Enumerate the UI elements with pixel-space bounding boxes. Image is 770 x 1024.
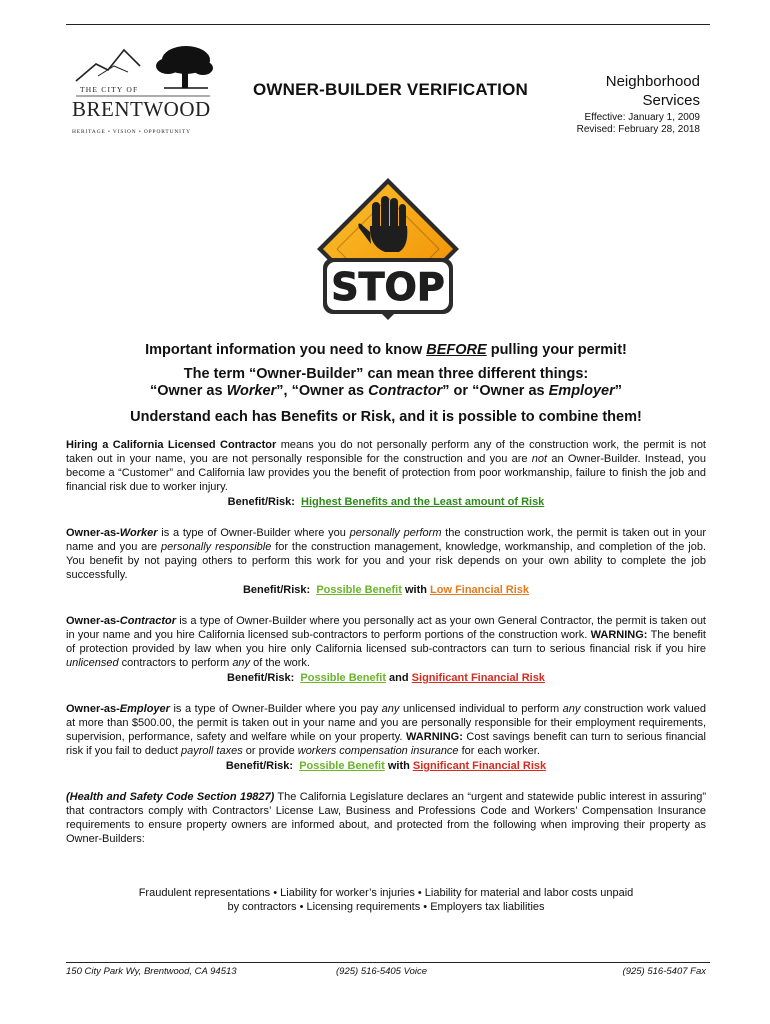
footer-fax: (925) 516-5407 Fax bbox=[622, 966, 706, 977]
benefit-risk-worker: Benefit/Risk: Possible Benefit with Low Financial Risk bbox=[242, 584, 530, 596]
svg-text:STOP: STOP bbox=[331, 265, 445, 309]
section-owner-as-contractor: Owner-as-Contractor is a type of Owner-Builder where you personally act as your own General Contractor, the permit is taken out in your name and you hire California licensed sub-contractors to perform portions of the construction work. WARNING: The benefit of protection provided by law when you hire only California licensed sub-contractors can turn to serious financial risk if you hire unlicensed contractors to perform any of the work. bbox=[66, 615, 706, 669]
benefit-risk-contractor: Benefit/Risk: Highest Benefits and the Least amount of Risk bbox=[227, 496, 545, 508]
svg-text:HERITAGE • VISION • OPPORTUNIT: HERITAGE • VISION • OPPORTUNITY bbox=[72, 129, 191, 135]
department-name bbox=[606, 72, 700, 110]
stop-sign-graphic bbox=[313, 174, 463, 334]
document-title: OWNER-BUILDER VERIFICATION bbox=[253, 80, 528, 99]
heading-important-info: Important information you need to know BEFORE pulling your permit! bbox=[145, 342, 627, 358]
stop-sign-icon bbox=[313, 174, 463, 334]
top-rule bbox=[66, 24, 710, 25]
footer-rule bbox=[66, 962, 710, 963]
benefit-risk-owner-contractor: Benefit/Risk: Possible Benefit and Significant Financial Risk bbox=[227, 672, 545, 684]
document-dates bbox=[577, 112, 700, 136]
benefit-risk-employer: Benefit/Risk: Possible Benefit with Significant Financial Risk bbox=[225, 760, 547, 772]
heading-understand: Understand each has Benefits or Risk, and it is possible to combine them! bbox=[130, 409, 642, 425]
liabilities-list bbox=[66, 886, 706, 914]
revised-date: Revised: February 28, 2018 bbox=[576, 124, 700, 135]
heading-term-meaning: The term “Owner-Builder” can mean three different things: bbox=[183, 366, 589, 382]
department-line-2: Services bbox=[642, 92, 700, 109]
city-logo-mark bbox=[68, 36, 218, 136]
liabilities-line-1: Fraudulent representations • Liability for worker’s injuries • Liability for material and labor costs unpaid bbox=[138, 887, 634, 899]
section-owner-as-employer: Owner-as-Employer is a type of Owner-Builder where you pay any unlicensed individual to perform any construction work valued at more than $500.00, the permit is taken out in your name and you are personally responsible for their employment requirements, supervision, performance, safety and welfare while on your property. WARNING: Cost savings benefit can turn to serious financial risk if you fail to deduct payroll taxes or provide workers compensation insurance for each worker. bbox=[66, 703, 707, 757]
footer-voice-phone: (925) 516-5405 Voice bbox=[336, 966, 428, 977]
svg-text:BRENTWOOD: BRENTWOOD bbox=[72, 97, 211, 121]
department-line-1: Neighborhood bbox=[605, 73, 700, 90]
intro-headings bbox=[66, 342, 706, 425]
section-licensed-contractor: Hiring a California Licensed Contractor means you do not personally perform any of the construction work, the permit is not taken out in your name, you are not personally responsible for the construction and you are not an Owner-Builder. Instead, you become a “Customer” and California law provides you the benefit of protection from poor workmanship, failure to finish the job and financial risk due to worker injury. bbox=[66, 439, 706, 493]
section-health-safety-code: (Health and Safety Code Section 19827) The California Legislature declares an “urgent and statewide public interest in assuring” that contractors comply with Contractors’ License Law, Business and Professions Code and Workers’ Compensation Insurance requirements to ensure property owners are informed about, and protected from the following when improving their property as Owner-Builders: bbox=[66, 791, 706, 845]
effective-date: Effective: January 1, 2009 bbox=[584, 112, 700, 123]
svg-text:THE CITY OF: THE CITY OF bbox=[80, 85, 139, 94]
heading-three-types: “Owner as Worker”, “Owner as Contractor” or “Owner as Employer” bbox=[150, 383, 622, 399]
footer-address: 150 City Park Wy, Brentwood, CA 94513 bbox=[66, 966, 237, 977]
liabilities-line-2: by contractors • Licensing requirements • Employers tax liabilities bbox=[227, 901, 545, 913]
section-owner-as-worker: Owner-as-Worker is a type of Owner-Builder where you personally perform the construction work, the permit is taken out in your name and you are personally responsible for the construction management, knowledge, workmanship, and completion of the job. You benefit by not paying others to perform this work for you and your risk depends on your own ability to complete the job successfully. bbox=[66, 527, 706, 581]
city-logo bbox=[68, 36, 218, 136]
document-body bbox=[66, 438, 706, 846]
